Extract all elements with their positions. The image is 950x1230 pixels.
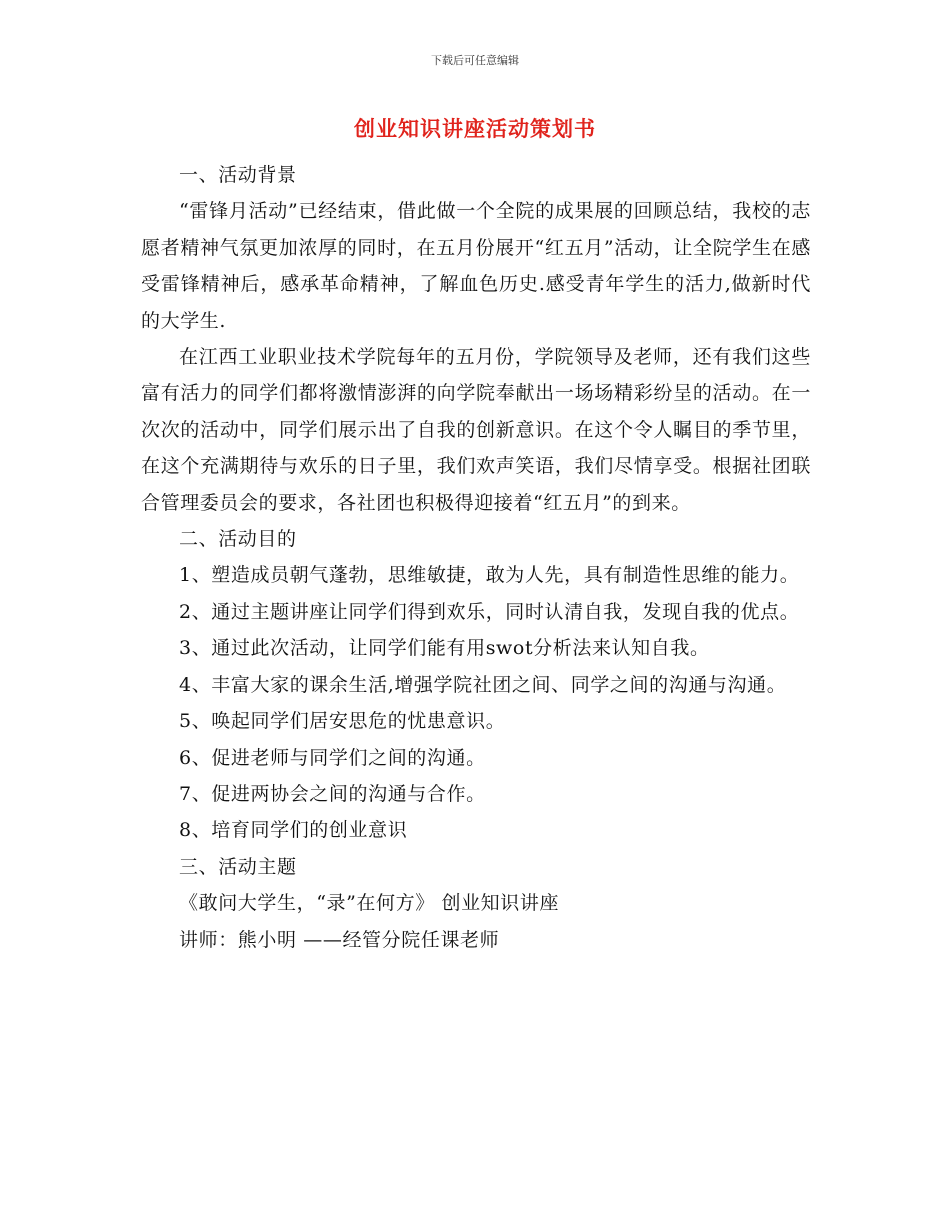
section-heading-theme: 三、活动主题 [179,855,297,878]
lecturer-line: 讲师：熊小明 ——经管分院任课老师 [179,928,500,951]
purpose-item-7: 7、促进两协会之间的沟通与合作。 [179,782,486,805]
purpose-item-6: 6、促进老师与同学们之间的沟通。 [179,746,486,769]
paragraph-background-1: “雷锋月活动”已经结束，借此做一个全院的成果展的回顾总结，我校的志愿者精神气氛更加浓厚的同时，在五月份展开“红五月”活动，让全院学生在感受雷锋精神后，感承革命精神，了解血色历史.感受青年学生的活力,做新时代的大学生. [141,200,811,332]
section-heading-purpose: 二、活动目的 [179,528,297,551]
section-heading-background: 一、活动背景 [179,164,297,186]
document-body [141,157,811,958]
document-title: 创业知识讲座活动策划书 [354,117,596,141]
purpose-item-4: 4、丰富大家的课余生活,增强学院社团之间、同学之间的沟通与沟通。 [179,673,787,696]
theme-title: 《敢问大学生，“录”在何方》 创业知识讲座 [179,892,560,915]
header-note: 下载后可任意编辑 [431,54,519,67]
purpose-item-8: 8、培育同学们的创业意识 [179,819,408,842]
purpose-item-1: 1、塑造成员朝气蓬勃，思维敏捷，敢为人先，具有制造性思维的能力。 [179,564,800,587]
purpose-item-2: 2、通过主题讲座让同学们得到欢乐，同时认清自我，发现自我的优点。 [179,600,800,623]
purpose-item-5: 5、唤起同学们居安思危的忧患意识。 [179,710,506,733]
paragraph-background-2: 在江西工业职业技术学院每年的五月份，学院领导及老师，还有我们这些富有活力的同学们都将激情澎湃的向学院奉献出一场场精彩纷呈的活动。在一次次的活动中，同学们展示出了自我的创新意识。在这个令人瞩目的季节里，在这个充满期待与欢乐的日子里，我们欢声笑语，我们尽情享受。根据社团联合管理委员会的要求，各社团也积极得迎接着“红五月”的到来。 [141,346,811,514]
purpose-item-3: 3、通过此次活动，让同学们能有用swot分析法来认知自我。 [179,637,710,660]
